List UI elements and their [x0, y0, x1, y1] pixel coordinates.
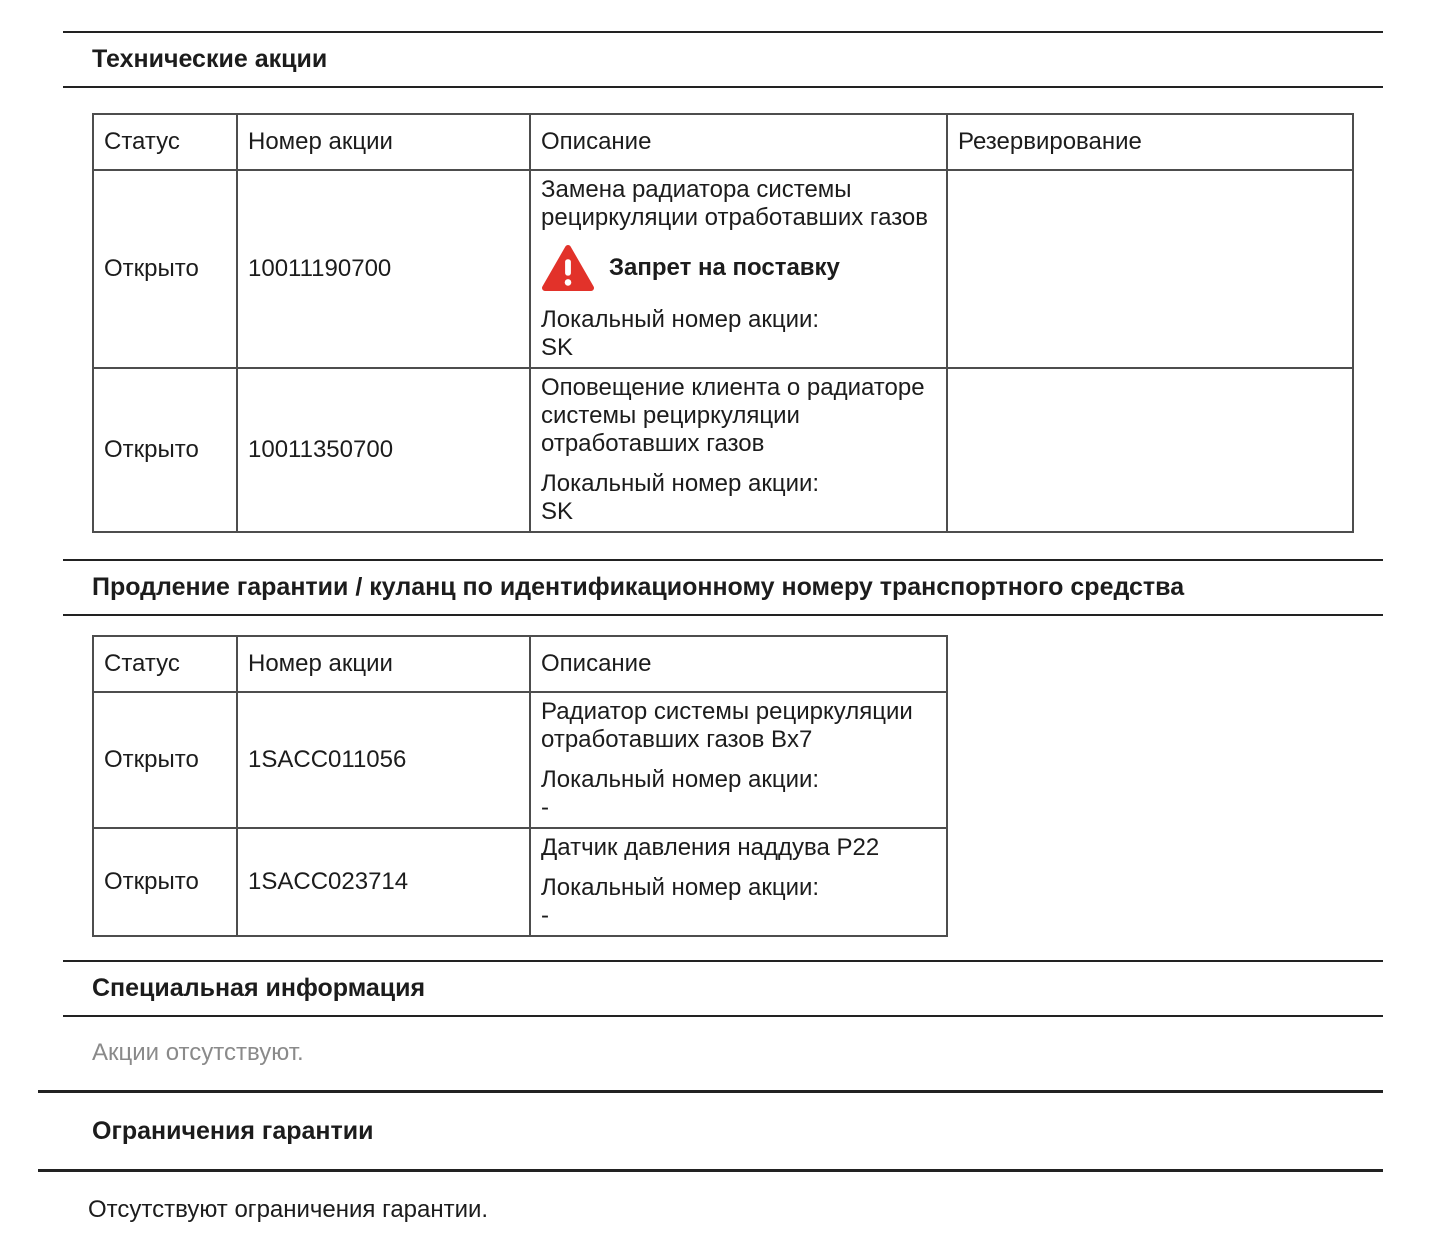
- warranty-restrictions-empty-text: Отсутствуют ограничения гарантии.: [88, 1196, 489, 1223]
- section-title-special-info: Специальная информация: [92, 974, 426, 1002]
- local-number-value: SK: [541, 334, 574, 361]
- local-number-value: SK: [541, 498, 574, 525]
- table-header-row: [93, 114, 1353, 170]
- column-header-number: Номер акции: [237, 114, 530, 170]
- section-title-technical: Технические акции: [92, 45, 328, 73]
- status-cell: Открыто: [93, 170, 237, 368]
- local-number-label: Локальный номер акции:: [541, 874, 820, 901]
- table-row: [93, 828, 947, 936]
- description-text: Датчик давления наддува P22: [541, 834, 880, 861]
- warning-triangle-icon: [541, 244, 595, 292]
- description-text: Оповещение клиента о радиаторе системы рециркуляции отработавших газов: [541, 374, 925, 457]
- local-number-label: Локальный номер акции:: [541, 306, 820, 333]
- table-row: [93, 368, 1353, 532]
- technical-campaigns-table: [92, 113, 1354, 533]
- section-title-warranty-restrictions: Ограничения гарантии: [92, 1116, 374, 1145]
- column-header-status: Статус: [93, 114, 237, 170]
- campaign-number-cell: 1SACC023714: [237, 828, 530, 936]
- description-cell: [530, 170, 947, 368]
- description-cell: [530, 692, 947, 828]
- description-cell: [530, 828, 947, 936]
- description-text: Замена радиатора системы рециркуляции отработавших газов: [541, 176, 929, 231]
- reservation-cell: [947, 170, 1353, 368]
- warranty-extension-table: [92, 635, 948, 937]
- section-special-info-header: [63, 960, 1383, 1017]
- column-header-description: Описание: [530, 636, 947, 692]
- description-cell: [530, 368, 947, 532]
- delivery-stop-warning: [541, 244, 936, 292]
- section-warranty-restrictions-header: [38, 1090, 1383, 1172]
- campaign-number-cell: 1SACC011056: [237, 692, 530, 828]
- local-number-value: -: [541, 794, 549, 821]
- campaign-number-cell: 10011350700: [237, 368, 530, 532]
- table-row: [93, 170, 1353, 368]
- table-row: [93, 692, 947, 828]
- column-header-reservation: Резервирование: [947, 114, 1353, 170]
- description-text: Радиатор системы рециркуляции отработавших газов Bx7: [541, 698, 913, 753]
- status-cell: Открыто: [93, 692, 237, 828]
- reservation-cell: [947, 368, 1353, 532]
- campaign-number-cell: 10011190700: [237, 170, 530, 368]
- special-info-empty-text: Акции отсутствуют.: [92, 1039, 304, 1066]
- section-warranty-extension-header: [63, 559, 1383, 616]
- table-header-row: [93, 636, 947, 692]
- local-number-value: -: [541, 902, 549, 929]
- section-technical-campaigns-header: [63, 31, 1383, 88]
- column-header-status: Статус: [93, 636, 237, 692]
- warning-label: Запрет на поставку: [609, 254, 840, 281]
- section-title-warranty-extension: Продление гарантии / куланц по идентификационному номеру транспортного средства: [92, 573, 1185, 601]
- status-cell: Открыто: [93, 828, 237, 936]
- status-cell: Открыто: [93, 368, 237, 532]
- local-number-label: Локальный номер акции:: [541, 470, 820, 497]
- column-header-number: Номер акции: [237, 636, 530, 692]
- column-header-description: Описание: [530, 114, 947, 170]
- local-number-label: Локальный номер акции:: [541, 766, 820, 793]
